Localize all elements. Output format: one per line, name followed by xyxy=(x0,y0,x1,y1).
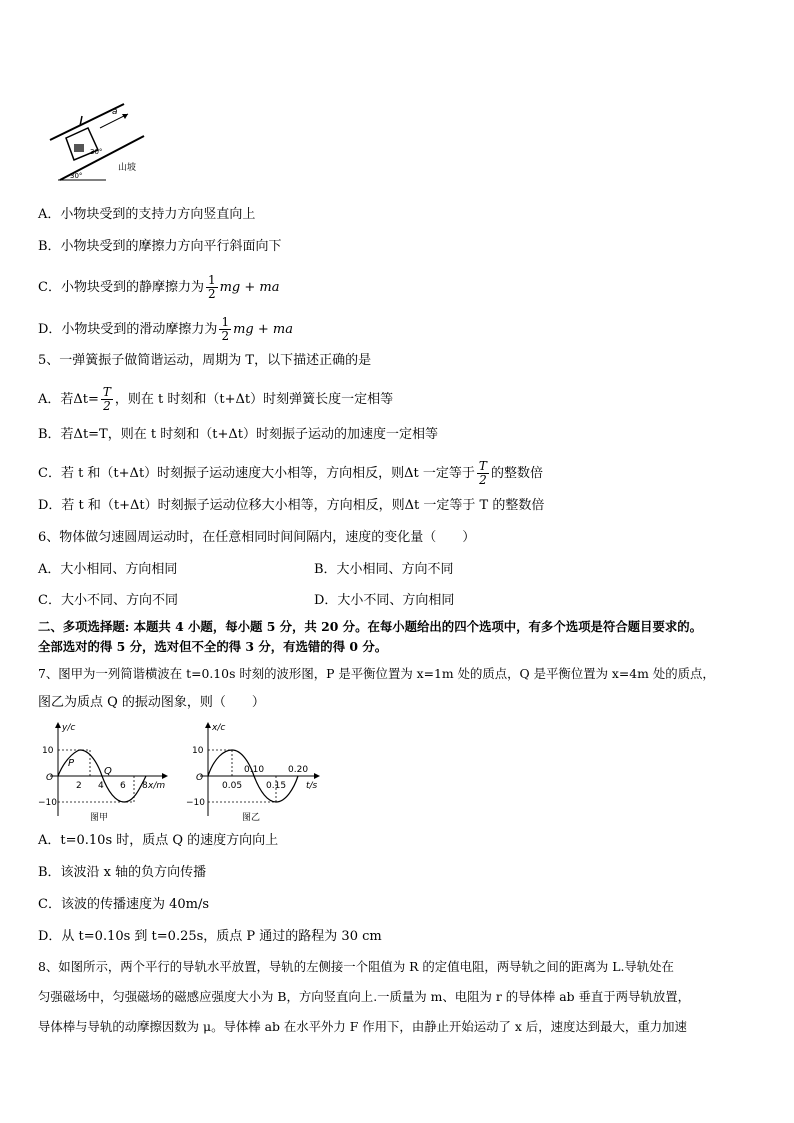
block xyxy=(74,144,84,152)
y-tick-top: 10 xyxy=(42,746,54,756)
section2-instructions: 全部选对的得 5 分，选对但不全的得 3 分，有选错的得 0 分。 xyxy=(38,639,388,654)
label-a: a xyxy=(112,107,118,117)
origin-label: O xyxy=(46,773,54,783)
x-tick-8: 8 xyxy=(142,781,148,791)
t-tick-015: 0.15 xyxy=(266,781,287,791)
q7-option-d: D．从 t=0.10s 到 t=0.25s，质点 P 通过的路程为 30 cm xyxy=(38,929,382,944)
y-tick-top: 10 xyxy=(192,746,204,756)
fraction: $\frac{T}{2}$ xyxy=(478,459,487,487)
q5-option-c xyxy=(38,460,543,487)
point-q-label: Q xyxy=(104,766,112,777)
q7-option-c: C．该波的传播速度为 40m/s xyxy=(38,897,209,912)
q4-option-c-text: C．小物块受到的静摩擦力为 xyxy=(38,280,204,295)
q4-option-b: B．小物块受到的摩擦力方向平行斜面向下 xyxy=(38,239,282,254)
q5-option-c-prefix: C．若 t 和（t+Δt）时刻振子运动速度大小相等，方向相反，则Δt 一定等于 xyxy=(38,466,475,481)
y-tick-bottom: −10 xyxy=(38,798,57,808)
x-tick-6: 6 xyxy=(120,781,126,791)
y-axis-label: x/c xyxy=(212,723,226,733)
q5-stem: 5、一弹簧振子做简谐运动，周期为 T，以下描述正确的是 xyxy=(38,353,372,368)
q5-option-b: B．若Δt=T，则在 t 时刻和（t+Δt）时刻振子运动的加速度一定相等 xyxy=(38,427,438,442)
y-axis-arrow-icon xyxy=(55,722,61,728)
q6-option-b: B．大小相同、方向不同 xyxy=(314,562,454,577)
angle-bottom-label: 30° xyxy=(70,172,83,180)
y-axis-arrow-icon xyxy=(205,722,211,728)
fraction: $\frac{T}{2}$ xyxy=(102,385,111,413)
formula: mg + ma xyxy=(233,322,293,337)
graph-jia-caption: 图甲 xyxy=(90,813,109,823)
section2-heading: 二、多项选择题: 本题共 4 小题，每小题 5 分，共 20 分。在每小题给出的四个选项中，有多个选项是符合题目要求的。 xyxy=(38,619,703,634)
x-tick-4: 4 xyxy=(98,781,104,791)
x-axis-arrow-icon xyxy=(162,773,168,779)
q4-option-d-text: D．小物块受到的滑动摩擦力为 xyxy=(38,322,218,337)
q4-option-d xyxy=(38,316,293,343)
q5-option-a-suffix: ，则在 t 时刻和（t+Δt）时刻弹簧长度一定相等 xyxy=(114,392,394,407)
q5-option-c-suffix: 的整数倍 xyxy=(490,466,543,481)
angle-top-label: 30° xyxy=(90,148,103,156)
slope-label: 山坡 xyxy=(118,163,137,173)
formula: mg + ma xyxy=(219,280,280,295)
t-tick-020: 0.20 xyxy=(288,765,309,775)
t-tick-010: 0.10 xyxy=(244,765,265,775)
q7-option-a: A．t=0.10s 时，质点 Q 的速度方向向上 xyxy=(38,833,279,848)
q8-line3: 导体棒与导轨的动摩擦因数为 μ。导体棒 ab 在水平外力 F 作用下，由静止开始运动了 x 后，速度达到最大，重力加速 xyxy=(38,1019,687,1034)
origin-label: O xyxy=(196,773,204,783)
y-tick-bottom: −10 xyxy=(186,798,205,808)
q7-stem-line1: 7、图甲为一列简谐横波在 t=0.10s 时刻的波形图，P 是平衡位置为 x=1m 处的质点，Q 是平衡位置为 x=4m 处的质点， xyxy=(38,666,715,681)
fraction: $\frac{1}{2}$ xyxy=(221,315,230,343)
q7-option-b: B．该波沿 x 轴的负方向传播 xyxy=(38,865,207,880)
q6-option-d: D．大小不同、方向相同 xyxy=(314,593,455,608)
q8-line2: 匀强磁场中，匀强磁场的磁感应强度大小为 B，方向竖直向上.一质量为 m、电阻为 r 的导体棒 ab 垂直于两导轨放置， xyxy=(38,989,691,1004)
point-p-label: P xyxy=(68,758,75,769)
q5-option-d: D．若 t 和（t+Δt）时刻振子运动位移大小相等，方向相反，则Δt 一定等于 T 的整数倍 xyxy=(38,498,545,513)
t-tick-005: 0.05 xyxy=(222,781,243,791)
vibration-graph xyxy=(180,716,330,824)
x-axis-label: x/m xyxy=(148,781,166,791)
q4-option-c xyxy=(38,274,279,301)
x-axis-arrow-icon xyxy=(314,773,320,779)
q5-option-a xyxy=(38,386,393,413)
q8-line1: 8、如图所示，两个平行的导轨水平放置，导轨的左侧接一个阻值为 R 的定值电阻，两导轨之间的距离为 L.导轨处在 xyxy=(38,959,674,974)
graph-yi-caption: 图乙 xyxy=(242,813,261,823)
slope-figure xyxy=(44,98,174,186)
q5-option-a-prefix: A．若Δt= xyxy=(38,392,99,407)
x-axis-label: t/s xyxy=(306,781,318,791)
q6-option-c: C．大小不同、方向不同 xyxy=(38,593,178,608)
x-tick-2: 2 xyxy=(76,781,82,791)
q4-option-a: A．小物块受到的支持力方向竖直向上 xyxy=(38,207,256,222)
q6-stem: 6、物体做匀速圆周运动时，在任意相同时间间隔内，速度的变化量（ ） xyxy=(38,530,476,545)
y-axis-label: y/c xyxy=(62,723,76,733)
q7-stem-line2: 图乙为质点 Q 的振动图象，则（ ） xyxy=(38,695,265,710)
wave-graph xyxy=(36,716,176,824)
q6-option-a: A．大小相同、方向相同 xyxy=(38,562,178,577)
fraction: $\frac{1}{2}$ xyxy=(207,273,216,301)
